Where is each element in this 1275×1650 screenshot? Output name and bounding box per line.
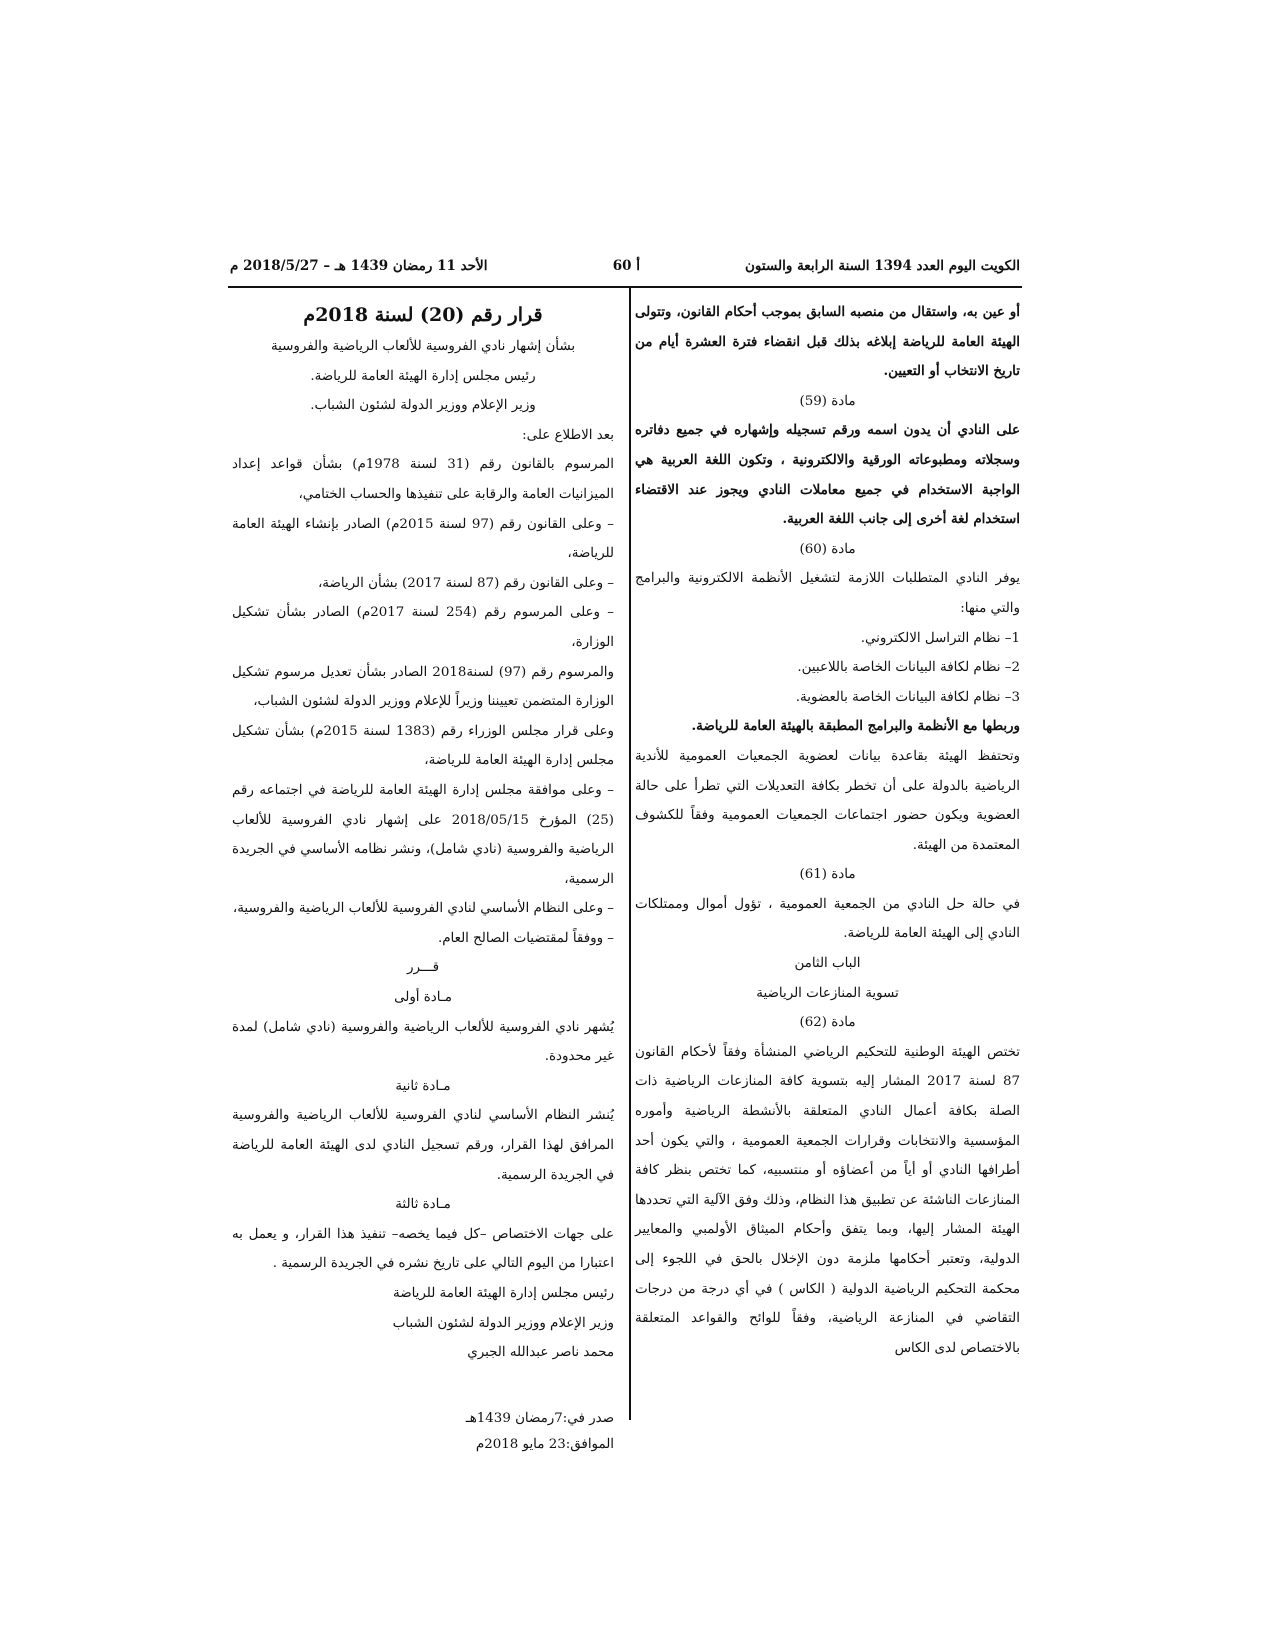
decision-subtitle: بشأن إشهار نادي الفروسية للألعاب الرياضية والفروسية bbox=[270, 339, 576, 354]
decided-heading: قـــرر bbox=[406, 960, 440, 976]
issue-date-gregorian: الموافق:23 مايو 2018م bbox=[475, 1436, 614, 1452]
recital: – وعلى النظام الأساسي لنادي الفروسية للألعاب الرياضية والفروسية، bbox=[232, 901, 614, 917]
article-2-text: يُنشر النظام الأساسي لنادي الفروسية للألعاب الرياضية والفروسية المرافق لهذا القرار، ورقم تسجيل النادي لدى الهيئة العامة للرياضة في الجريدة الرسمية. bbox=[232, 1108, 614, 1183]
article-3-text: على جهات الاختصاص –كل فيما يخصه– تنفيذ هذا القرار، و يعمل به اعتبارا من اليوم التالي على تاريخ نشره في الجريدة الرسمية . bbox=[232, 1226, 614, 1272]
recital: المرسوم بالقانون رقم (31 لسنة 1978م) بشأن قواعد إعداد الميزانيات العامة والرقابة على تنفيذها والحساب الختامي، bbox=[232, 457, 614, 502]
article-59-heading: مادة (59) bbox=[799, 393, 856, 409]
list-item: 3– نظام لكافة البيانات الخاصة بالعضوية. bbox=[795, 689, 1020, 705]
article-59-text: على النادي أن يدون اسمه ورقم تسجيله وإشهاره في جميع دفاتره وسجلاته ومطبوعاته الورقية والالكترونية ، وتكون اللغة العربية هي الواجبة الاستخدام في جميع معاملات النادي ويجوز عند الاقتضاء استخدام لغة أخرى إلى جانب اللغة العربية. bbox=[635, 422, 1020, 528]
article-1-heading: مـادة أولى bbox=[394, 990, 452, 1006]
signatory-title: رئيس مجلس إدارة الهيئة العامة للرياضة bbox=[393, 1286, 614, 1301]
recital: – وعلى موافقة مجلس إدارة الهيئة العامة للرياضة في اجتماعه رقم (25) المؤرخ 2018/05/15 على إشهار نادي الفروسية للألعاب الرياضية والفروسية (نادي شامل)، ونشر نظامه الأساسي في الجريدة الرسمية، bbox=[232, 782, 614, 887]
chapter-heading: الباب الثامن bbox=[794, 956, 861, 972]
right-column bbox=[635, 298, 1020, 1363]
recital: والمرسوم رقم (97) لسنة2018 الصادر بشأن تعديل مرسوم تشكيل الوزارة المتضمن تعييننا وزيراً للإعلام ووزير الدولة لشئون الشباب، bbox=[232, 664, 614, 710]
recital: – وعلى المرسوم رقم (254 لسنة 2017م) الصادر بشأن تشكيل الوزارة، bbox=[232, 605, 615, 650]
article-60-text: يوفر النادي المتطلبات اللازمة لتشغيل الأنظمة الالكترونية والبرامج والتي منها: bbox=[635, 571, 1020, 616]
article-60-link: وربطها مع الأنظمة والبرامج المطبقة بالهيئة العامة للرياضة. bbox=[691, 718, 1020, 735]
signatory-name: محمد ناصر عبدالله الجبري bbox=[467, 1345, 614, 1361]
header-date: الأحد 11 رمضان 1439 هـ – 2018/5/27 م bbox=[230, 258, 488, 274]
issuer-line: رئيس مجلس إدارة الهيئة العامة للرياضة. bbox=[310, 368, 536, 384]
article-62-heading: مادة (62) bbox=[799, 1015, 856, 1031]
issue-date-hijri: صدر في:7رمضان 1439هـ bbox=[465, 1410, 614, 1426]
paragraph-continued: أو عين به، واستقال من منصبه السابق بموجب أحكام القانون، وتتولى الهيئة العامة للرياضة إبلاغه بذلك قبل انقضاء فترة العشرة أيام من تاريخ الانتخاب أو التعيين. bbox=[635, 304, 1020, 380]
header-divider bbox=[228, 286, 1022, 288]
article-1-text: يُشهر نادي الفروسية للألعاب الرياضية والفروسية (نادي شامل) لمدة غير محدودة. bbox=[232, 1019, 614, 1065]
header-page-number: أ 60 bbox=[612, 258, 640, 274]
article-61-text: في حالة حل النادي من الجمعية العمومية ، تؤول أموال وممتلكات النادي إلى الهيئة العامة للرياضة. bbox=[635, 896, 1020, 942]
left-column bbox=[232, 298, 614, 1458]
page-header bbox=[230, 258, 1020, 284]
article-60-database: وتحتفظ الهيئة بقاعدة بيانات لعضوية الجمعيات العمومية للأندية الرياضية بالدولة على أن تخطر بكافة التعديلات التي تطرأ على حالة العضوية ويكون حضور اجتماعات الجمعيات العمومية وفقاً للكشوف المعتمدة من الهيئة. bbox=[635, 748, 1020, 853]
signatory-title: وزير الإعلام ووزير الدولة لشئون الشباب bbox=[392, 1315, 614, 1331]
recital: – ووفقاً لمقتضيات الصالح العام. bbox=[438, 930, 614, 946]
list-item: 1– نظام التراسل الالكتروني. bbox=[860, 630, 1020, 646]
article-3-heading: مـادة ثالثة bbox=[395, 1197, 451, 1213]
after-review-label: بعد الاطلاع على: bbox=[522, 427, 614, 443]
issue-date-block bbox=[232, 1406, 614, 1458]
list-item: 2– نظام لكافة البيانات الخاصة باللاعبين. bbox=[797, 660, 1020, 676]
recital: وعلى قرار مجلس الوزراء رقم (1383 لسنة 2015م) بشأن تشكيل مجلس إدارة الهيئة العامة للرياضة، bbox=[232, 723, 614, 769]
chapter-title: تسوية المنازعات الرياضية bbox=[756, 985, 899, 1001]
article-62-text: تختص الهيئة الوطنية للتحكيم الرياضي المنشأة وفقاً لأحكام القانون 87 لسنة 2017 المشار إليه بتسوية كافة المنازعات الرياضية ذات الصلة بكافة أعمال النادي المتعلقة بالأنشطة الرياضية وأموره المؤسسية والانتخابات وقرارات الجمعية العمومية ، والتي يكون أحد أطرافها النادي أو أياً من أعضاؤه أو منتسبيه، كما تختص بنظر كافة المنازعات الناشئة عن تطبيق هذا النظام، وذلك وفق الآلية التي تحددها الهيئة المشار إليها، وبما يتفق وأحكام الميثاق الأولمبي والمعايير الدولية، وتعتبر أحكامها ملزمة دون الإخلال بالحق في اللجوء إلى محكمة التحكيم الرياضية الدولية ( الكاس ) في أي درجة من درجات التقاضي في المنازعة الرياضية، وفقاً للوائح والقواعد المتعلقة بالاختصاص لدى الكاس bbox=[635, 1044, 1020, 1356]
article-2-heading: مـادة ثانية bbox=[395, 1078, 451, 1094]
decision-title: قرار رقم (20) لسنة 2018م bbox=[303, 304, 543, 326]
column-divider bbox=[629, 288, 631, 1420]
article-60-heading: مادة (60) bbox=[799, 541, 856, 557]
issuer-line: وزير الإعلام ووزير الدولة لشئون الشباب. bbox=[310, 398, 536, 414]
recital: – وعلى القانون رقم (97 لسنة 2015م) الصادر بإنشاء الهيئة العامة للرياضة، bbox=[232, 516, 614, 562]
header-publication: الكويت اليوم العدد 1394 السنة الرابعة والستون bbox=[744, 258, 1020, 274]
recital: – وعلى القانون رقم (87 لسنة 2017) بشأن الرياضة، bbox=[317, 575, 614, 591]
article-61-heading: مادة (61) bbox=[799, 867, 856, 883]
